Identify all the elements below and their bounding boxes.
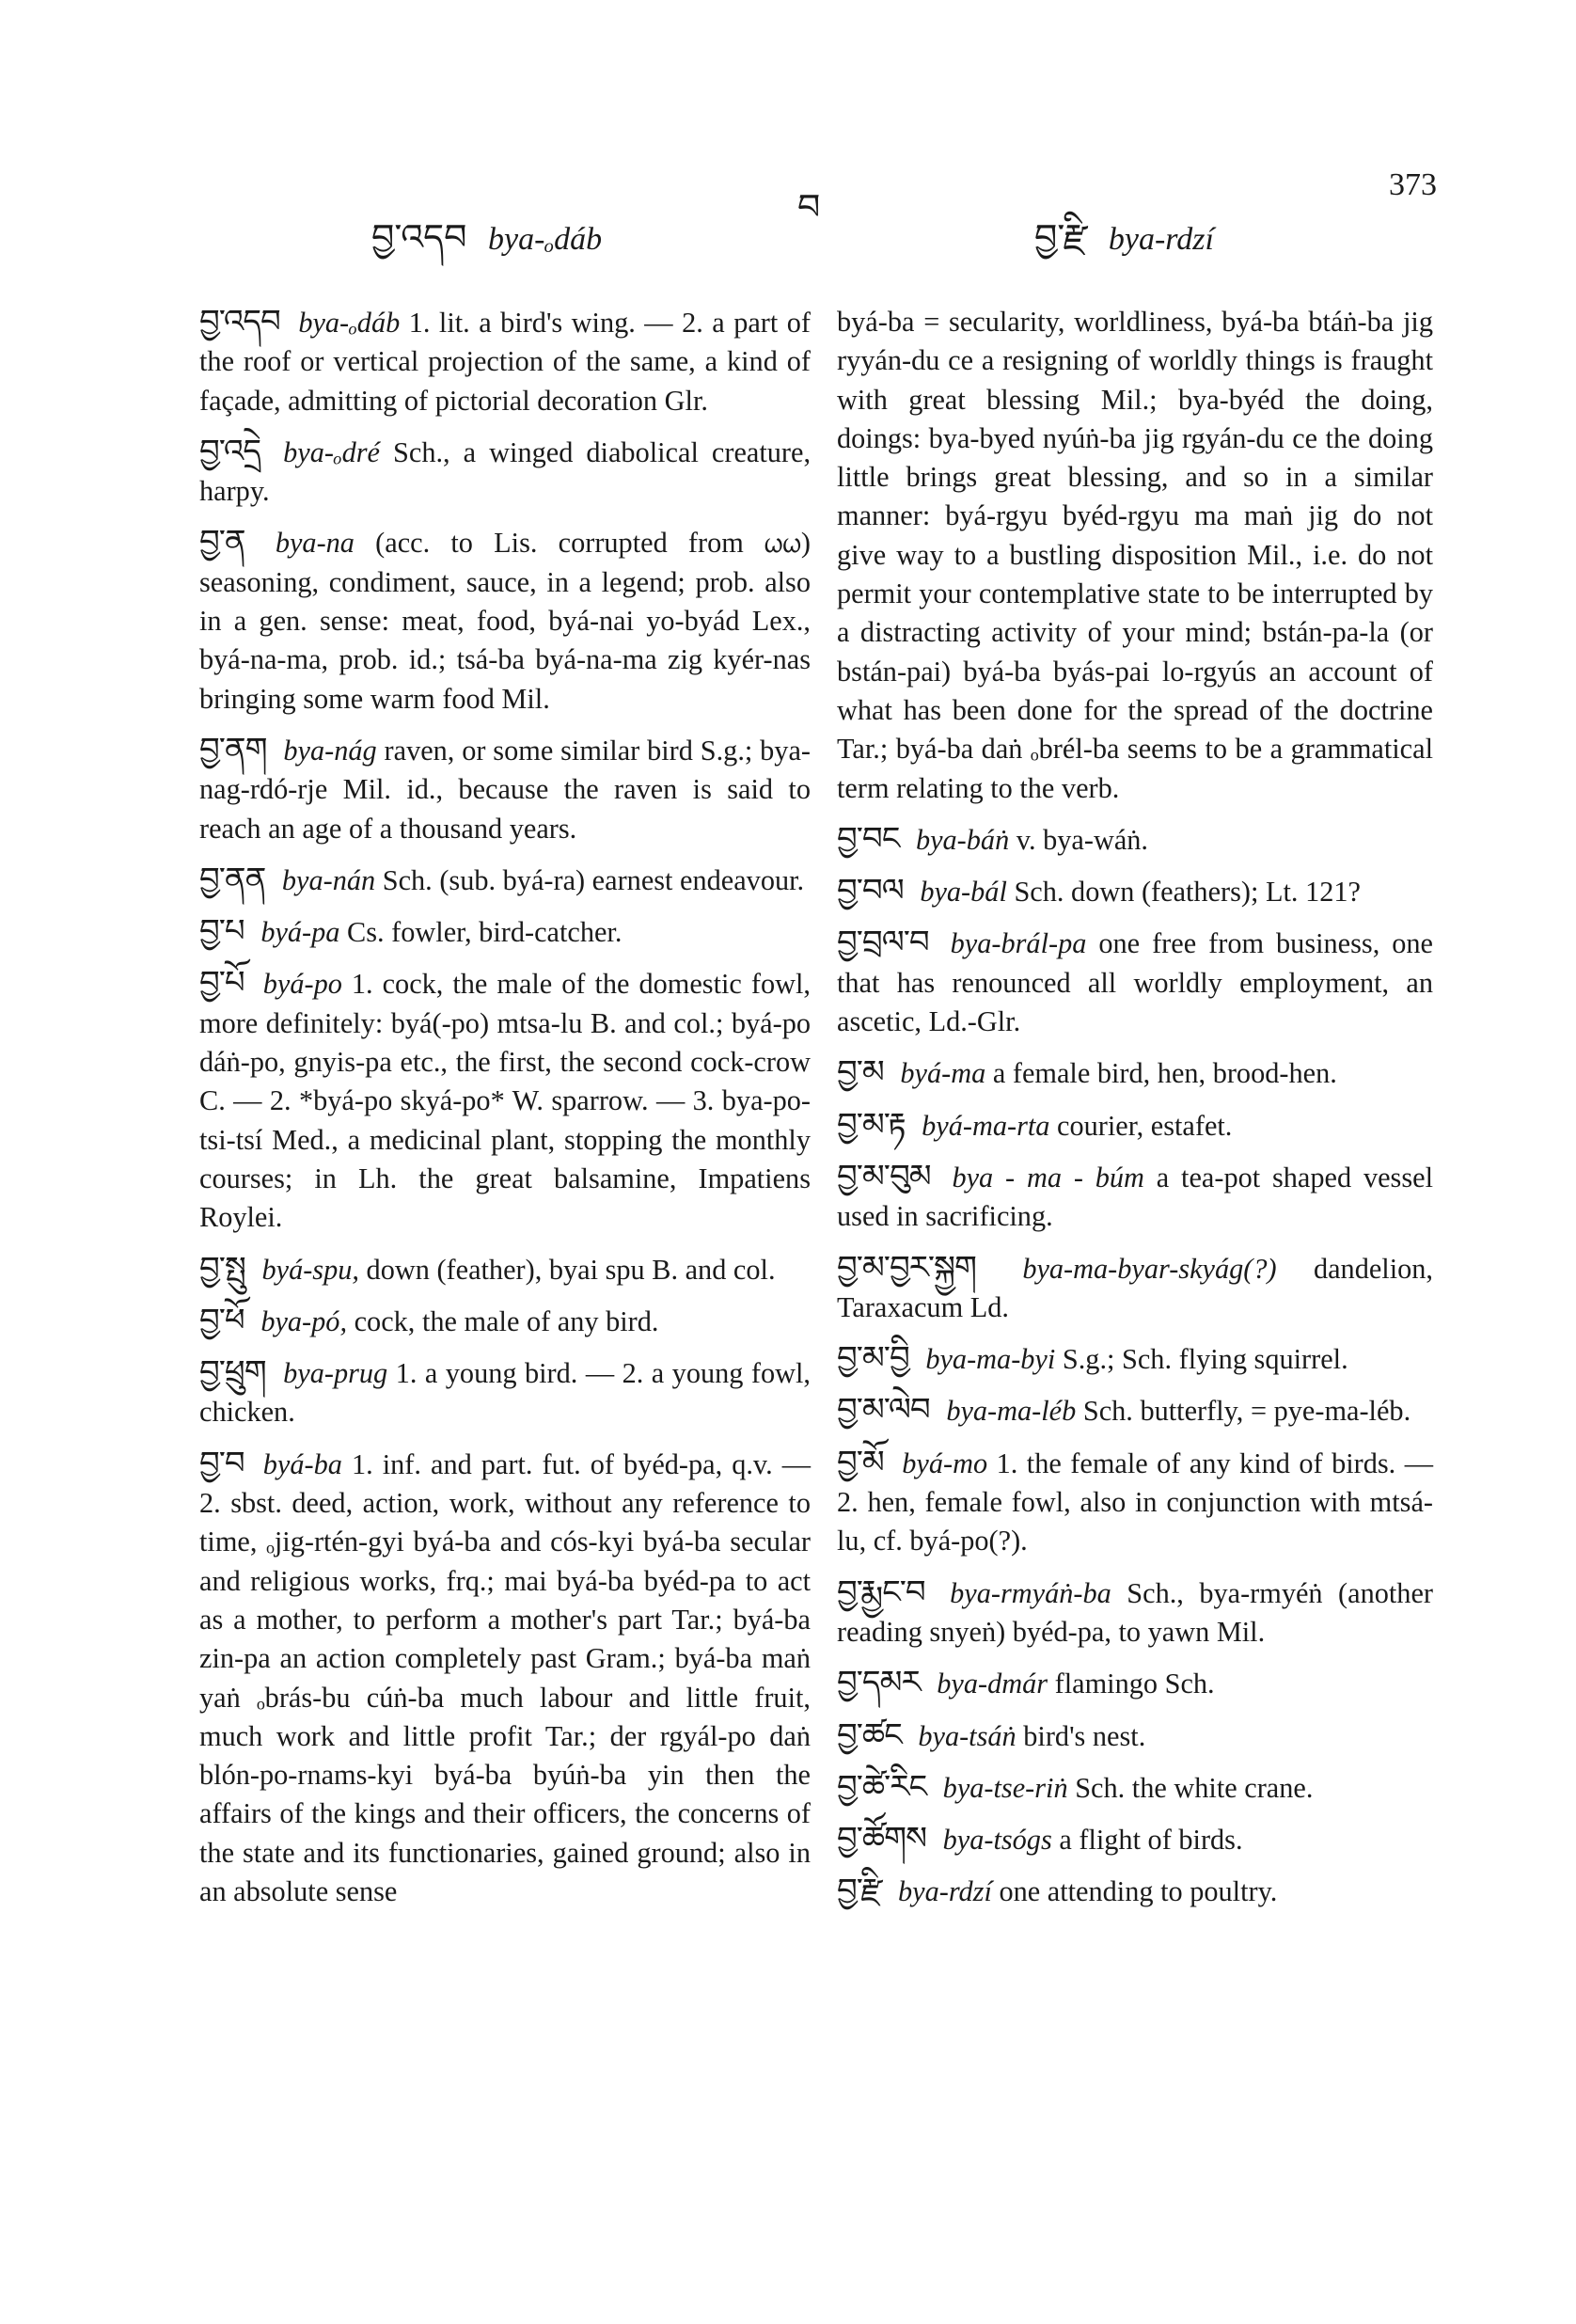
entry-tibetan: བྱ་འདབ [199, 303, 280, 340]
dictionary-entry [837, 1053, 1433, 1093]
dictionary-entry [837, 1106, 1433, 1146]
running-head-right-tibetan: བྱ་རྫི [1034, 216, 1088, 258]
entry-definition: 1. the female of any kind of birds. — 2. hen, female fowl, also in conjunction with mtsá-lu, cf. byá-po(?). [837, 1447, 1434, 1557]
dictionary-entry [837, 872, 1433, 911]
entry-definition: 1. a young bird. — 2. a young fowl, chicken. [199, 1357, 812, 1429]
entry-tibetan: བྱ་འདྲེ [199, 432, 261, 470]
dictionary-entry [837, 1664, 1433, 1703]
entry-headword: bya-ₒdáb [298, 307, 401, 339]
entry-tibetan: བྱ་མ་བུམ [837, 1157, 931, 1195]
entry-headword: byá-ba [262, 1447, 342, 1480]
entry-headword: bya-prug [283, 1357, 388, 1390]
entry-tibetan: བྱ་བྲལ་བ [837, 924, 929, 962]
entry-definition: (acc. to Lis. corrupted from ᤐᤐ) seasoning, condiment, sauce, in a legend; prob. also in a gen. sense: meat, food, byá-nai yo-byád Lex., byá-na-ma, prob. id.; tsá-ba byá-na-ma zig kyér-nas bringing some warm food Mil. [199, 527, 811, 715]
running-head-right [1034, 198, 1214, 298]
entry-tibetan: བྱ་མ་ལེབ [837, 1391, 930, 1430]
entry-definition: raven, or some similar bird S.g.; bya-nag-rdó-rje Mil. id., because the raven is said to reach an age of a thousand years. [199, 734, 811, 845]
dictionary-entry [837, 1158, 1433, 1237]
dictionary-entry [199, 731, 811, 848]
entry-definition: cock, the male of any bird. [354, 1304, 659, 1337]
page-number: 373 [1389, 167, 1437, 202]
entry-definition: Sch., a winged diabolical creature, harpy. [199, 435, 812, 508]
section-letter: བ [797, 186, 821, 228]
entry-tibetan: བྱ་སྤུ [199, 1249, 245, 1288]
entry-definition: S.g.; Sch. flying squirrel. [1062, 1343, 1348, 1376]
dictionary-entry [837, 303, 1433, 808]
entry-headword: bya-nán [281, 863, 376, 896]
entry-tibetan: བྱ་ན [199, 523, 245, 561]
running-head-left-translit: bya-ₒdáb [488, 222, 603, 257]
entry-headword: byá-po [262, 968, 342, 1001]
dictionary-entry [199, 861, 811, 900]
entry-tibetan: བྱ་ཚེ་རིང [837, 1767, 927, 1806]
entry-tibetan: བྱ་ཚང [837, 1715, 902, 1754]
entry-tibetan: བྱ་ནག [199, 730, 267, 768]
entry-tibetan: བྱ་བང [837, 819, 900, 858]
entry-definition: flamingo Sch. [1054, 1668, 1215, 1700]
entry-headword: bya-ma-byar-skyág(?) [1022, 1252, 1277, 1285]
entry-definition: bird's nest. [1023, 1719, 1146, 1752]
entry-headword: bya-rdzí [898, 1875, 992, 1908]
entry-definition: one free from business, one that has renounced all worldly employment, an ascetic, Ld.-Glr. [837, 927, 1433, 1038]
entry-tibetan: བྱ་ནན [199, 860, 266, 898]
entry-tibetan: བྱ་མ [837, 1053, 884, 1092]
entry-headword: bya-ma-byi [925, 1343, 1056, 1376]
entry-definition: down (feather), byai spu B. and col. [366, 1253, 776, 1286]
entry-headword: bya-nág [283, 734, 377, 767]
entry-headword: byá-ma [900, 1057, 986, 1090]
entry-tibetan: བྱ་བལ [837, 872, 904, 910]
entry-definition: dandelion, Taraxacum Ld. [837, 1252, 1433, 1323]
entry-headword: bya-tse-riṅ [942, 1771, 1068, 1804]
entry-headword: bya-na [275, 527, 355, 560]
entry-tibetan: བྱ་རྫི [837, 1872, 882, 1910]
entry-tibetan: བྱ་པ [199, 912, 244, 951]
dictionary-entry [837, 1249, 1433, 1328]
dictionary-entry [837, 1820, 1433, 1859]
running-head-right-translit: bya-rdzí [1108, 222, 1214, 257]
dictionary-entry [199, 1445, 811, 1912]
entry-headword: bya-pó, [260, 1304, 348, 1337]
entry-headword: byá-ma-rta [922, 1109, 1050, 1142]
dictionary-entry [837, 924, 1433, 1041]
entry-headword: bya-dmár [937, 1668, 1048, 1700]
entry-headword: bya-bál [920, 876, 1007, 909]
entry-headword: bya-rmyáṅ-ba [950, 1576, 1111, 1609]
dictionary-entry [199, 523, 811, 718]
entry-tibetan: བྱ་ཕོ [199, 1301, 244, 1339]
dictionary-entry [837, 1444, 1433, 1561]
entry-tibetan: བྱ་ཚོགས [837, 1820, 927, 1858]
dictionary-entry [199, 1302, 811, 1341]
entry-definition: courier, estafet. [1057, 1109, 1233, 1142]
dictionary-entry [199, 912, 811, 952]
entry-definition: 1. lit. a bird's wing. — 2. a part of the roof or vertical projection of the same, a kind of façade, admitting of pictorial decoration Glr. [199, 307, 812, 417]
dictionary-entry [199, 433, 811, 512]
entry-definition: byá-ba = secularity, worldliness, byá-ba btáṅ-ba jig ryyán-du ce a resigning of worldly things is fraught with great blessing Mil.; bya-byéd the doing, doings: bya-byed nyúṅ-ba jig rgyán-du ce the doing little brings great blessing, and so in a similar manner: byá-rgyu byéd-rgyu ma maṅ jig do not give way to a bustling disposition Mil., i.e. do not permit your contemplative state to be interrupted by a distracting activity of your mind; bstán-pa-la (or bstán-pai) byá-ba byás-pai lo-rgyús an account of what has been done for the spread of the doctrine Tar.; byá-ba daṅ ₒbrél-ba seems to be a grammatical term relating to the verb. [837, 306, 1433, 804]
entry-tibetan: བྱ་པོ [199, 964, 244, 1003]
dictionary-entry [837, 1339, 1433, 1379]
entry-definition: a flight of birds. [1059, 1824, 1243, 1857]
entry-tibetan: བྱ་བ [199, 1444, 244, 1482]
entry-headword: byá-spu, [261, 1253, 359, 1286]
entry-definition: Sch. (sub. byá-ra) earnest endeavour. [382, 863, 805, 896]
dictionary-entry [199, 1353, 811, 1432]
right-column [837, 303, 1433, 1924]
entry-tibetan: བྱ་མོ [837, 1443, 884, 1481]
dictionary-entry [837, 1391, 1433, 1431]
entry-definition: Sch. down (feathers); Lt. 121? [1014, 876, 1361, 909]
entry-tibetan: བྱ་མ་རྟ [837, 1105, 906, 1144]
dictionary-entry [199, 1250, 811, 1289]
entry-tibetan: བྱ་མ་བྱི [837, 1339, 909, 1378]
entry-headword: bya - ma - búm [952, 1161, 1144, 1194]
entry-headword: bya-ₒdré [283, 435, 380, 468]
entry-definition: Cs. fowler, bird-catcher. [347, 916, 623, 949]
entry-tibetan: བྱ་རྨྱང་བ [837, 1573, 925, 1611]
entry-headword: byá-pa [260, 916, 340, 949]
dictionary-entry [837, 1872, 1433, 1911]
left-column [199, 303, 811, 1923]
entry-definition: v. bya-wáṅ. [1016, 823, 1149, 856]
entry-definition: a tea-pot shaped vessel used in sacrificing. [837, 1161, 1433, 1233]
entry-headword: bya-brál-pa [950, 927, 1087, 960]
entry-headword: bya-tsógs [942, 1824, 1052, 1857]
entry-definition: 1. inf. and part. fut. of byéd-pa, q.v. — 2. sbst. deed, action, work, without any reference to time, ₒjig-rtén-gyi byá-ba and cós-kyi byá-ba secular and religious works, frq.; mai byá-ba byéd-pa to act as a mother, to perform a mother's part Tar.; byá-ba zin-pa an action completely past Gram.; byá-ba maṅ yaṅ ₒbrás-bu cúṅ-ba much labour and little fruit, much work and little profit Tar.; der rgyál-po daṅ blón-po-rnams-kyi byá-ba byúṅ-ba yin then the affairs of the kings and their officers, the concerns of the state and its functionaries, gained ground; also in an absolute sense [199, 1447, 812, 1907]
running-head-left [371, 198, 602, 298]
entry-tibetan: བྱ་མ་བྱར་སྐྱག [837, 1248, 976, 1287]
entry-tibetan: བྱ་དམར [837, 1664, 921, 1702]
dictionary-entry [837, 820, 1433, 860]
entry-headword: bya-ma-léb [946, 1395, 1077, 1428]
dictionary-entry [837, 1716, 1433, 1756]
entry-definition: Sch. the white crane. [1075, 1771, 1314, 1804]
entry-definition: one attending to poultry. [999, 1875, 1278, 1908]
dictionary-entry [837, 1573, 1433, 1652]
entry-definition: Sch. butterfly, = pye-ma-léb. [1082, 1395, 1411, 1428]
entry-headword: bya-tsáṅ [918, 1719, 1017, 1752]
entry-definition: a female bird, hen, brood-hen. [992, 1057, 1337, 1090]
entry-headword: bya-báṅ [915, 823, 1010, 856]
running-head-left-tibetan: བྱ་འདབ [371, 216, 467, 258]
entry-headword: byá-mo [902, 1447, 988, 1479]
dictionary-entry [199, 964, 811, 1237]
dictionary-entry [199, 303, 811, 420]
entry-tibetan: བྱ་ཕྲུག [199, 1353, 266, 1392]
entry-definition: Sch., bya-rmyéṅ (another reading snyeṅ) byéd-pa, to yawn Mil. [837, 1576, 1433, 1648]
entry-definition: 1. cock, the male of the domestic fowl, more definitely: byá(-po) mtsa-lu B. and col.; byá-po dáṅ-po, gnyis-pa etc., the first, the second cock-crow C. — 2. *byá-po skyá-po* W. sparrow. — 3. bya-po-tsi-tsí Med., a medicinal plant, stopping the monthly courses; in Lh. the great balsamine, Impatiens Roylei. [199, 968, 811, 1234]
dictionary-entry [837, 1768, 1433, 1808]
